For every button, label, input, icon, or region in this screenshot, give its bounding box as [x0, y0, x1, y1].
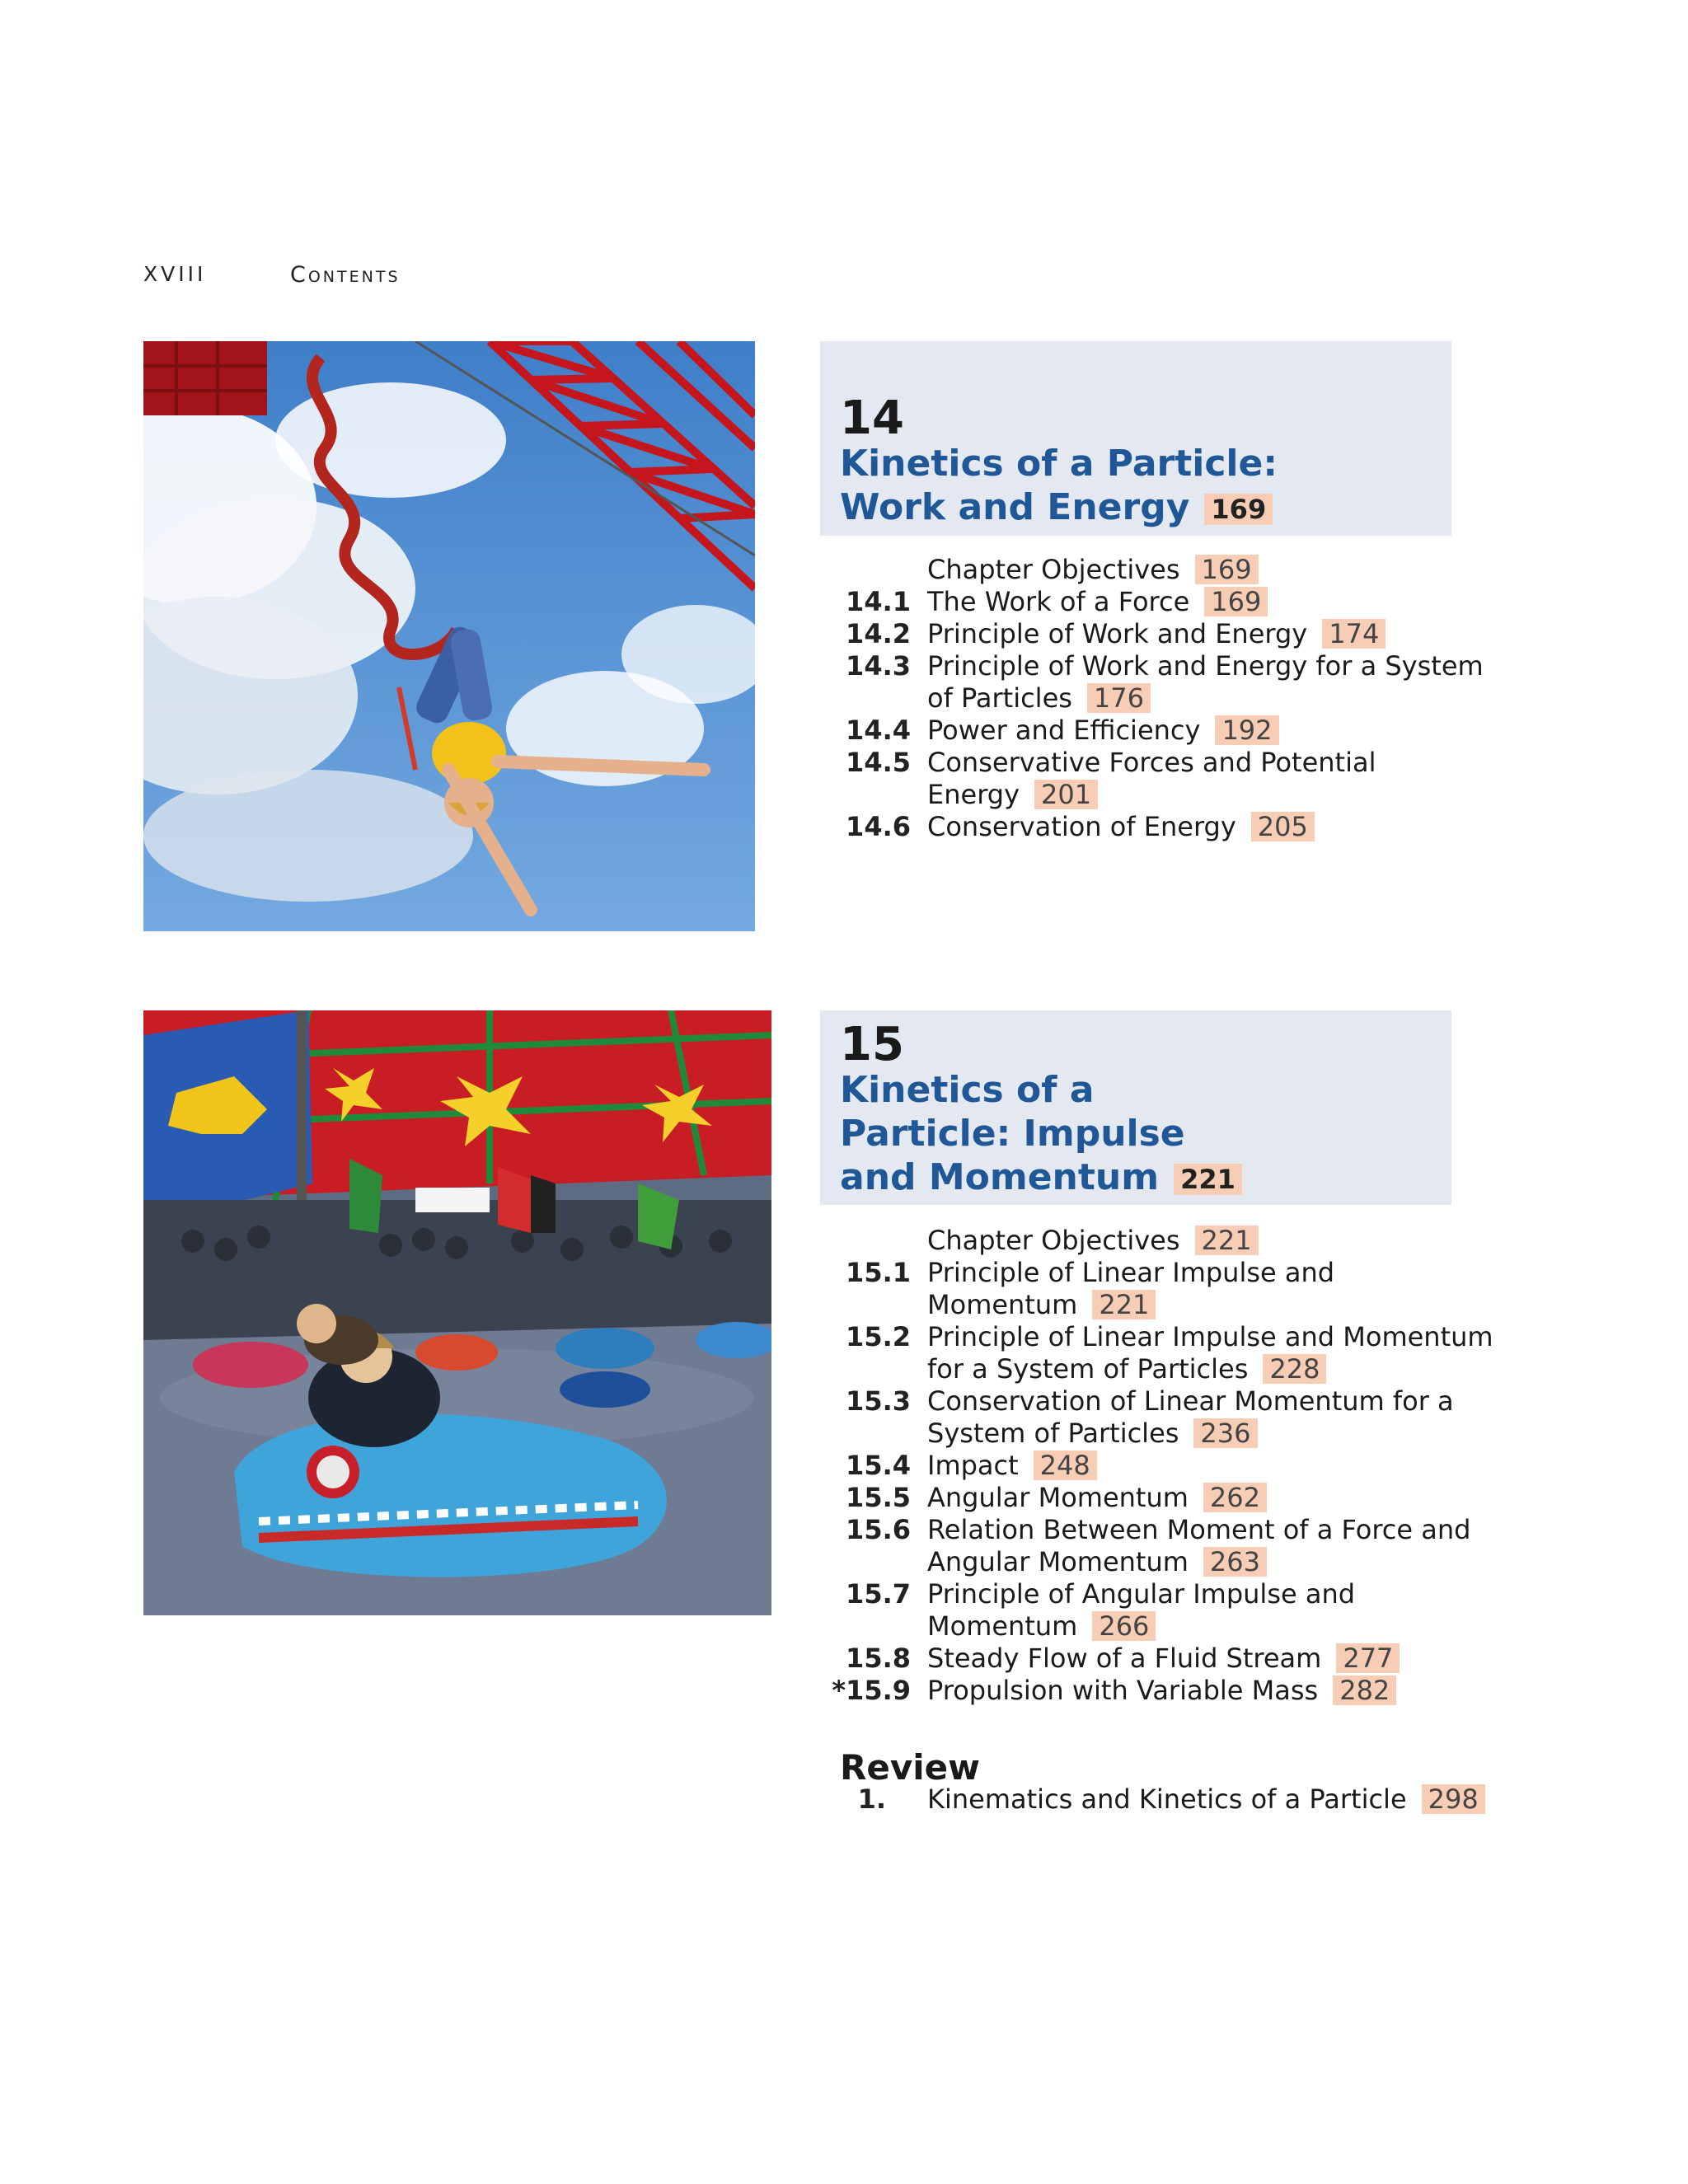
- toc-entry[interactable]: 15.7 Principle of Angular Impulse and: [846, 1578, 1356, 1610]
- page-ref[interactable]: 282: [1333, 1675, 1396, 1705]
- toc-entry[interactable]: 14.4 Power and Efficiency 192: [820, 715, 1479, 747]
- chapter-title-line: Kinetics of a: [840, 1069, 1095, 1111]
- chapter-14-toc: [820, 554, 1484, 843]
- page-ref[interactable]: 248: [1034, 1451, 1097, 1480]
- toc-entry[interactable]: 15.8 Steady Flow of a Fluid Stream 277: [820, 1643, 1479, 1675]
- toc-entry[interactable]: 15.5 Angular Momentum 262: [820, 1482, 1479, 1514]
- toc-entry-continued[interactable]: of Particles 176: [820, 682, 1479, 715]
- page-ref[interactable]: 192: [1215, 715, 1278, 745]
- page-ref[interactable]: 221: [1092, 1290, 1156, 1319]
- page-ref[interactable]: 221: [1195, 1226, 1259, 1255]
- chapter-title-line: and Momentum 221: [840, 1155, 1242, 1199]
- page-ref[interactable]: 169: [1195, 555, 1259, 584]
- page-ref[interactable]: 169: [1204, 587, 1268, 616]
- chapter-page-number[interactable]: 169: [1204, 494, 1273, 525]
- toc-entry-continued[interactable]: Momentum 266: [820, 1610, 1479, 1643]
- chapter-title-line: Kinetics of a Particle:: [840, 443, 1278, 485]
- toc-entry[interactable]: 15.1 Principle of Linear Impulse and: [846, 1257, 1335, 1288]
- page-ref[interactable]: 228: [1263, 1354, 1326, 1384]
- page-number: XVIII: [143, 262, 207, 286]
- toc-entry[interactable]: 14.1 The Work of a Force 169: [820, 586, 1479, 618]
- bumper-cars-photo: [143, 1010, 771, 1615]
- toc-entry[interactable]: 15.6 Relation Between Moment of a Force and: [846, 1514, 1471, 1545]
- page-ref[interactable]: 176: [1087, 683, 1151, 713]
- toc-entry-continued[interactable]: Energy 201: [820, 779, 1479, 811]
- page-ref[interactable]: 205: [1251, 812, 1315, 841]
- toc-entry[interactable]: 14.5 Conservative Forces and Potential: [846, 747, 1376, 778]
- page-ref[interactable]: 266: [1092, 1611, 1156, 1641]
- toc-entry[interactable]: Chapter Objectives 221: [820, 1225, 1479, 1257]
- page-ref[interactable]: 298: [1422, 1784, 1485, 1814]
- page-ref[interactable]: 277: [1336, 1643, 1400, 1673]
- toc-entry-continued[interactable]: Momentum 221: [820, 1289, 1479, 1321]
- page-ref[interactable]: 174: [1322, 619, 1386, 649]
- running-head: Contents: [290, 262, 401, 288]
- chapter-number: 15: [840, 1018, 904, 1071]
- chapter-number: 14: [840, 391, 904, 445]
- chapter-15-header: [820, 1010, 1451, 1205]
- page-ref[interactable]: 263: [1203, 1547, 1267, 1577]
- chapter-page-number[interactable]: 221: [1174, 1164, 1242, 1195]
- toc-entry-continued[interactable]: Angular Momentum 263: [820, 1546, 1479, 1578]
- toc-entry-continued[interactable]: for a System of Particles 228: [820, 1353, 1479, 1385]
- chapter-title-line: Work and Energy 169: [840, 485, 1278, 529]
- chapter-title: [840, 442, 1278, 529]
- toc-entry[interactable]: 15.3 Conservation of Linear Momentum for a: [846, 1385, 1454, 1417]
- page-ref[interactable]: 262: [1203, 1483, 1267, 1512]
- page-ref[interactable]: 236: [1193, 1418, 1257, 1448]
- toc-entry-continued[interactable]: System of Particles 236: [820, 1418, 1479, 1450]
- chapter-15-toc: [820, 1225, 1493, 1707]
- review-heading: Review: [840, 1747, 980, 1788]
- toc-entry[interactable]: *15.9 Propulsion with Variable Mass 282: [820, 1675, 1479, 1707]
- toc-entry[interactable]: 15.2 Principle of Linear Impulse and Momentum: [846, 1321, 1493, 1352]
- toc-entry[interactable]: 14.6 Conservation of Energy 205: [820, 811, 1479, 843]
- toc-entry[interactable]: 14.3 Principle of Work and Energy for a System: [846, 650, 1484, 682]
- chapter-title: [840, 1068, 1242, 1199]
- chapter-title-line: Particle: Impulse: [840, 1113, 1185, 1155]
- toc-entry[interactable]: Chapter Objectives 169: [820, 554, 1479, 586]
- review-toc: [820, 1783, 1479, 1816]
- toc-entry[interactable]: 15.4 Impact 248: [820, 1450, 1479, 1482]
- chapter-14-header: [820, 341, 1451, 536]
- bungee-jumper-photo: [143, 341, 755, 931]
- toc-entry[interactable]: 1. Kinematics and Kinetics of a Particle 298: [820, 1783, 1479, 1816]
- page-ref[interactable]: 201: [1034, 780, 1098, 809]
- toc-entry[interactable]: 14.2 Principle of Work and Energy 174: [820, 618, 1479, 650]
